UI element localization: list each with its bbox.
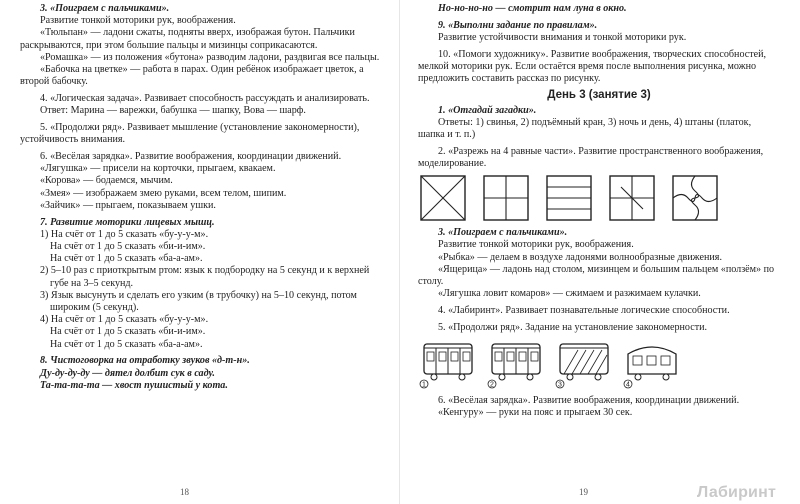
- exercise-heading: 3. «Поиграем с пальчиками».: [438, 227, 568, 239]
- paragraph: Ответы: 1) свинья, 2) подъёмный кран, 3) ночь и день, 4) штаны (платок, шапка и т. п.): [418, 116, 752, 141]
- option-label-1: 1: [422, 381, 426, 389]
- gutter-divider: [399, 0, 400, 504]
- paragraph: «Змея» — изображаем змею руками, всем телом, шипим.: [40, 187, 287, 199]
- tongue-twister-line: Но-но-но-но — смотрит нам луна в окно.: [438, 3, 627, 14]
- square-cut-stripes: [546, 175, 592, 221]
- page-number: 18: [180, 486, 189, 497]
- list-item: 4) На счёт от 1 до 5 сказать «бу-у-у-м».: [40, 314, 209, 326]
- exercise-heading: 8. Чистоговорка на отработку звуков «д-т-н».: [40, 355, 250, 367]
- list-item: На счёт от 1 до 5 сказать «би-и-им».: [50, 326, 206, 338]
- paragraph: «Корова» — бодаемся, мычим.: [40, 175, 173, 187]
- wagon-3: [560, 344, 608, 380]
- tongue-twister-line: Та-та-та-та — хвост пушистый у кота.: [40, 379, 228, 391]
- wagon-4: [628, 347, 676, 380]
- list-item: 1) На счёт от 1 до 5 сказать «бу-у-у-м».: [40, 228, 209, 240]
- option-label-4: 4: [626, 381, 630, 389]
- paragraph: «Лягушка» — присели на корточки, прыгаем, квакаем.: [40, 163, 276, 175]
- list-item: 2) 5–10 раз с приоткрытым ртом: язык к подбородку на 5 секунд и к верхней губе на 3–5 секунд.: [40, 265, 370, 289]
- paragraph: Развитие тонкой моторики рук, воображения.: [438, 239, 634, 251]
- right-page: [418, 0, 780, 504]
- watermark-logo: Лабиринт: [697, 484, 776, 501]
- day-heading: День 3 (занятие 3): [547, 89, 651, 102]
- exercise-heading: 3. «Поиграем с пальчиками».: [40, 3, 170, 14]
- page-number: 19: [579, 486, 588, 497]
- paragraph: «Зайчик» — прыгаем, показываем ушки.: [40, 199, 216, 211]
- train-wagons: [418, 338, 718, 390]
- paragraph: 4. «Лабиринт». Развивает познавательные логические способности.: [438, 305, 730, 317]
- list-item: На счёт от 1 до 5 сказать «би-и-им».: [50, 241, 206, 253]
- wagon-2: [492, 344, 540, 380]
- paragraph: «Лягушка ловит комаров» — сжимаем и разжимаем кулачки.: [438, 288, 701, 300]
- square-cut-diagonals: [420, 175, 466, 221]
- option-label-3: 3: [558, 381, 562, 389]
- division-puzzle-figures: [420, 175, 780, 221]
- paragraph: «Бабочка на цветке» — работа в парах. Один ребёнок изображает цветок, а второй бабочку.: [20, 64, 364, 88]
- square-cut-cross: [483, 175, 529, 221]
- train-sequence-figure: [418, 338, 780, 390]
- list-item: На счёт от 1 до 5 сказать «ба-а-ам».: [50, 253, 203, 265]
- paragraph: 6. «Весёлая зарядка». Развитие воображения, координации движений.: [438, 394, 740, 406]
- wagon-1: [424, 344, 472, 380]
- option-label-2: 2: [490, 381, 494, 389]
- paragraph: «Тюльпан» — ладони сжаты, подняты вверх, изображая бутон. Пальчики раскрываются, при этом большие пальцы и мизинцы соприкасаются.: [20, 27, 355, 51]
- left-page: [20, 0, 382, 504]
- paragraph: Ответ: Марина — варежки, бабушка — шапку, Вова — шарф.: [40, 105, 306, 117]
- exercise-heading: 9. «Выполни задание по правилам».: [438, 19, 598, 31]
- paragraph: Развитие тонкой моторики рук, воображения.: [40, 15, 236, 27]
- square-cut-pinwheel: [609, 175, 655, 221]
- paragraph: «Рыбка» — делаем в воздухе ладонями волнообразные движения.: [438, 251, 722, 263]
- exercise-heading: 7. Развитие моторики лицевых мышц.: [40, 216, 215, 228]
- paragraph: 5. «Продолжи ряд». Развивает мышление (установление закономерности), устойчивость внимания.: [20, 122, 360, 146]
- paragraph: «Кенгуру» — руки на пояс и прыгаем 30 сек.: [438, 406, 633, 418]
- paragraph: 5. «Продолжи ряд». Задание на установление закономерности.: [438, 321, 708, 333]
- paragraph: 6. «Весёлая зарядка». Развитие воображения, координации движений.: [40, 151, 342, 163]
- list-item: 3) Язык высунуть и сделать его узким (в трубочку) на 5–10 секунд, потом широким (5 секунд).: [40, 289, 357, 314]
- paragraph: «Ящерица» — ладонь над столом, мизинцем и большим пальцем «ползём» по столу.: [418, 263, 775, 288]
- paragraph: 2. «Разрежь на 4 равные части». Развитие пространственного воображения, моделирование.: [418, 145, 764, 170]
- exercise-heading: 1. «Отгадай загадки».: [438, 104, 537, 116]
- paragraph: Развитие устойчивости внимания и тонкой моторики рук.: [438, 32, 687, 43]
- tongue-twister-line: Ду-ду-ду-ду — дятел долбит сук в саду.: [40, 367, 215, 379]
- paragraph: «Ромашка» — из положения «бутона» разводим ладони, раздвигая все пальцы.: [40, 51, 380, 63]
- square-cut-puzzle: [672, 175, 718, 221]
- list-item: На счёт от 1 до 5 сказать «ба-а-ам».: [50, 338, 203, 350]
- paragraph: 4. «Логическая задача». Развивает способность рассуждать и анализировать.: [40, 93, 370, 105]
- paragraph: 10. «Помоги художнику». Развитие воображения, творческих способностей, мелкой моторики рук. Если остаётся время после выполнения рисунка, можно предложить составить рассказ по рисунку.: [418, 48, 767, 85]
